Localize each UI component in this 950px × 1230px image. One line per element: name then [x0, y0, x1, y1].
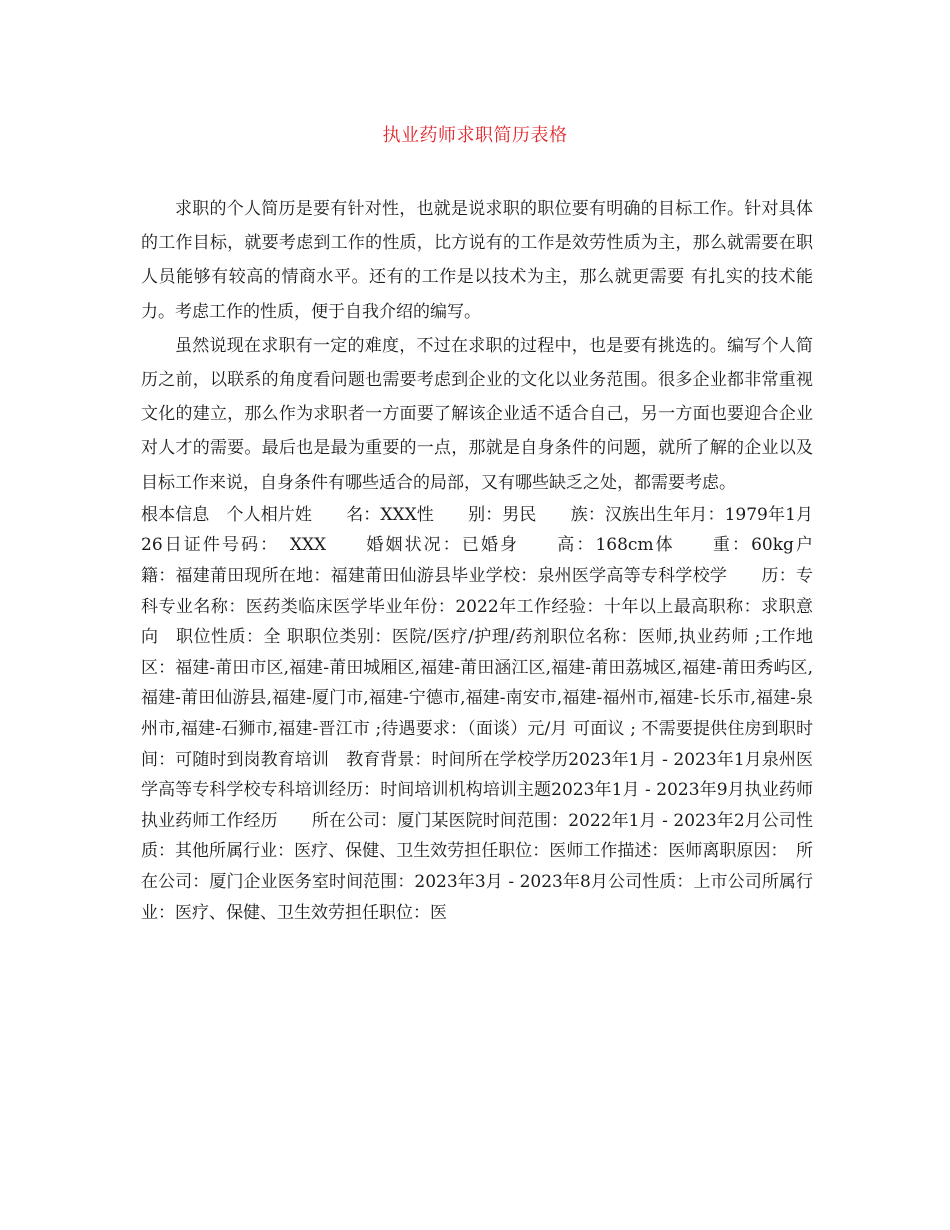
document-title: 执业药师求职简历表格	[382, 125, 568, 146]
resume-details: 根本信息 个人相片姓 名：XXX性 别：男民 族：汉族出生年月：1979年1月26日证件号码： XXX 婚姻状况：已婚身 高：168cm体 重：60kg户 籍：福建莆田现所在地：福建莆田仙游县毕业学校：泉州医学高等专科学校学 历：专科专业名称：医药类临床医学毕业年份：2022年工作经验：十年以上最高职称：求职意向 职位性质：全 职职位类别：医院/医疗/护理/药剂职位名称：医师,执业药师 ;工作地区：福建-莆田市区,福建-莆田城厢区,福建-莆田涵江区,福建-莆田荔城区,福建-莆田秀屿区,福建-莆田仙游县,福建-厦门市,福建-宁德市,福建-南安市,福建-福州市,福建-长乐市,福建-泉州市,福建-石狮市,福建-晋江市 ;待遇要求：（面谈）元/月 可面议 ; 不需要提供住房到职时间：可随时到岗教育培训 教育背景：时间所在学校学历2023年1月 - 2023年1月泉州医学高等专科学校专科培训经历：时间培训机构培训主题2023年1月 - 2023年9月执业药师执业药师工作经历 所在公司：厦门某医院时间范围：2022年1月 - 2023年2月公司性质：其他所属行业：医疗、保健、卫生效劳担任职位：医师工作描述：医师离职原因： 所在公司：厦门企业医务室时间范围：2023年3月 - 2023年8月公司性质：上市公司所属行业：医疗、保健、卫生效劳担任职位：医	[141, 504, 847, 923]
intro-paragraph-1: 求职的个人简历是要有针对性，也就是说求职的职位要有明确的目标工作。针对具体的工作目标，就要考虑到工作的性质，比方说有的工作是效劳性质为主，那么就需要在职人员能够有较高的情商水平。还有的工作是以技术为主，那么就更需要 有扎实的技术能力。考虑工作的性质，便于自我介绍的编写。	[141, 199, 813, 322]
intro-paragraph-2: 虽然说现在求职有一定的难度，不过在求职的过程中，也是要有挑选的。编写个人简历之前，以联系的角度看问题也需要考虑到企业的文化以业务范围。很多企业都非常重视文化的建立，那么作为求职者一方面要了解该企业适不适合自己，另一方面也要迎合企业对人才的需要。最后也是最为重要的一点，那就是自身条件的问题，就所了解的企业以及目标工作来说，自身条件有哪些适合的局部，又有哪些缺乏之处，都需要考虑。	[141, 335, 813, 493]
document-body	[141, 192, 847, 928]
